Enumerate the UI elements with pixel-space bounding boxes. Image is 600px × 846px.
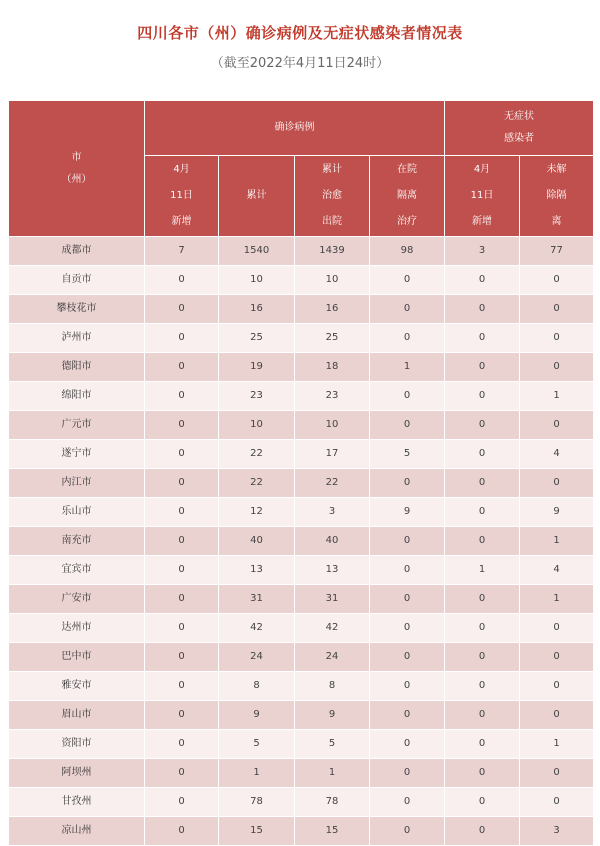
city-cell: 内江市 <box>9 469 145 498</box>
new-cases-cell: 0 <box>145 411 219 440</box>
cured-cell: 18 <box>295 353 370 382</box>
table-row <box>9 295 594 324</box>
cured-cell: 13 <box>295 556 370 585</box>
new-cases-cell: 0 <box>145 759 219 788</box>
total-cell: 1540 <box>219 237 295 266</box>
header-asym-open-3: 离 <box>551 216 562 227</box>
new-cases-cell: 0 <box>145 527 219 556</box>
new-cases-cell: 0 <box>145 440 219 469</box>
case-table <box>8 100 594 846</box>
header-new-2: 11日 <box>170 190 193 201</box>
city-cell: 资阳市 <box>9 730 145 759</box>
cured-cell: 16 <box>295 295 370 324</box>
hospitalized-cell: 0 <box>370 295 445 324</box>
asym-new-cell: 0 <box>445 759 520 788</box>
table-row <box>9 440 594 469</box>
hospitalized-cell: 0 <box>370 817 445 846</box>
header-cured-2: 治愈 <box>322 190 342 201</box>
table-row <box>9 498 594 527</box>
header-asym-line2: 感染者 <box>504 133 534 144</box>
cured-cell: 24 <box>295 643 370 672</box>
new-cases-cell: 0 <box>145 469 219 498</box>
city-cell: 绵阳市 <box>9 382 145 411</box>
city-cell: 遂宁市 <box>9 440 145 469</box>
table-row <box>9 759 594 788</box>
total-cell: 16 <box>219 295 295 324</box>
header-asym-line1: 无症状 <box>504 111 534 122</box>
asym-new-cell: 3 <box>445 237 520 266</box>
asym-new-cell: 0 <box>445 701 520 730</box>
city-cell: 广元市 <box>9 411 145 440</box>
asym-open-cell: 4 <box>520 440 594 469</box>
asym-open-cell: 1 <box>520 585 594 614</box>
asym-open-cell: 3 <box>520 817 594 846</box>
asym-open-cell: 1 <box>520 382 594 411</box>
new-cases-cell: 0 <box>145 266 219 295</box>
header-asym-new-2: 11日 <box>470 190 494 201</box>
total-cell: 10 <box>219 266 295 295</box>
total-cell: 10 <box>219 411 295 440</box>
new-cases-cell: 0 <box>145 643 219 672</box>
table-body <box>9 237 594 846</box>
table-row <box>9 556 594 585</box>
cured-cell: 5 <box>295 730 370 759</box>
total-cell: 22 <box>219 440 295 469</box>
asym-new-cell: 0 <box>445 295 520 324</box>
new-cases-cell: 0 <box>145 672 219 701</box>
city-cell: 眉山市 <box>9 701 145 730</box>
total-cell: 23 <box>219 382 295 411</box>
asym-open-cell: 0 <box>520 788 594 817</box>
cured-cell: 10 <box>295 266 370 295</box>
hospitalized-cell: 5 <box>370 440 445 469</box>
cured-cell: 10 <box>295 411 370 440</box>
header-cured-3: 出院 <box>322 216 342 227</box>
header-hosp-1: 在院 <box>397 164 417 175</box>
cured-cell: 17 <box>295 440 370 469</box>
new-cases-cell: 0 <box>145 614 219 643</box>
asym-open-cell: 1 <box>520 730 594 759</box>
asym-new-cell: 0 <box>445 411 520 440</box>
hospitalized-cell: 0 <box>370 469 445 498</box>
table-header <box>9 101 594 237</box>
header-asym-new <box>445 156 520 237</box>
table-row <box>9 643 594 672</box>
new-cases-cell: 0 <box>145 817 219 846</box>
header-city-line2: （州） <box>61 173 92 185</box>
header-new <box>145 156 219 237</box>
table-row <box>9 469 594 498</box>
total-cell: 40 <box>219 527 295 556</box>
table-row <box>9 324 594 353</box>
cured-cell: 15 <box>295 817 370 846</box>
total-cell: 78 <box>219 788 295 817</box>
city-cell: 达州市 <box>9 614 145 643</box>
hospitalized-cell: 0 <box>370 701 445 730</box>
table-row <box>9 353 594 382</box>
hospitalized-cell: 0 <box>370 759 445 788</box>
cured-cell: 25 <box>295 324 370 353</box>
cured-cell: 42 <box>295 614 370 643</box>
total-cell: 15 <box>219 817 295 846</box>
cured-cell: 40 <box>295 527 370 556</box>
header-asymptomatic <box>445 101 594 156</box>
asym-new-cell: 0 <box>445 382 520 411</box>
asym-new-cell: 0 <box>445 614 520 643</box>
asym-open-cell: 0 <box>520 643 594 672</box>
city-cell: 甘孜州 <box>9 788 145 817</box>
asym-open-cell: 0 <box>520 353 594 382</box>
header-asym-open-1: 未解 <box>546 164 567 175</box>
table-row <box>9 266 594 295</box>
asym-new-cell: 0 <box>445 585 520 614</box>
city-cell: 巴中市 <box>9 643 145 672</box>
new-cases-cell: 0 <box>145 498 219 527</box>
total-cell: 5 <box>219 730 295 759</box>
header-city-line1: 市 <box>71 151 82 163</box>
hospitalized-cell: 0 <box>370 643 445 672</box>
hospitalized-cell: 0 <box>370 527 445 556</box>
total-cell: 9 <box>219 701 295 730</box>
total-cell: 22 <box>219 469 295 498</box>
total-cell: 24 <box>219 643 295 672</box>
hospitalized-cell: 0 <box>370 324 445 353</box>
table-row <box>9 788 594 817</box>
asym-new-cell: 0 <box>445 498 520 527</box>
cured-cell: 1 <box>295 759 370 788</box>
hospitalized-cell: 0 <box>370 266 445 295</box>
hospitalized-cell: 0 <box>370 614 445 643</box>
page-title: 四川各市（州）确诊病例及无症状感染者情况表 <box>137 24 463 42</box>
page-subtitle: （截至2022年4月11日24时） <box>210 56 390 71</box>
total-cell: 13 <box>219 556 295 585</box>
new-cases-cell: 0 <box>145 324 219 353</box>
cured-cell: 8 <box>295 672 370 701</box>
asym-new-cell: 0 <box>445 730 520 759</box>
table-row <box>9 672 594 701</box>
header-total: 累计 <box>219 156 295 237</box>
cured-cell: 22 <box>295 469 370 498</box>
asym-open-cell: 1 <box>520 527 594 556</box>
total-cell: 42 <box>219 614 295 643</box>
asym-open-cell: 0 <box>520 701 594 730</box>
hospitalized-cell: 0 <box>370 556 445 585</box>
hospitalized-cell: 1 <box>370 353 445 382</box>
header-asym-new-1: 4月 <box>473 164 491 175</box>
city-cell: 雅安市 <box>9 672 145 701</box>
total-cell: 31 <box>219 585 295 614</box>
asym-open-cell: 4 <box>520 556 594 585</box>
asym-open-cell: 77 <box>520 237 594 266</box>
new-cases-cell: 7 <box>145 237 219 266</box>
hospitalized-cell: 0 <box>370 411 445 440</box>
hospitalized-cell: 0 <box>370 672 445 701</box>
city-cell: 成都市 <box>9 237 145 266</box>
asym-new-cell: 0 <box>445 440 520 469</box>
new-cases-cell: 0 <box>145 295 219 324</box>
asym-new-cell: 0 <box>445 527 520 556</box>
table-row <box>9 817 594 846</box>
asym-new-cell: 0 <box>445 817 520 846</box>
asym-open-cell: 0 <box>520 266 594 295</box>
asym-new-cell: 0 <box>445 643 520 672</box>
asym-open-cell: 0 <box>520 411 594 440</box>
new-cases-cell: 0 <box>145 382 219 411</box>
cured-cell: 1439 <box>295 237 370 266</box>
asym-new-cell: 0 <box>445 324 520 353</box>
asym-open-cell: 0 <box>520 324 594 353</box>
cured-cell: 23 <box>295 382 370 411</box>
header-confirmed: 确诊病例 <box>145 101 445 156</box>
city-cell: 乐山市 <box>9 498 145 527</box>
city-cell: 德阳市 <box>9 353 145 382</box>
city-cell: 宜宾市 <box>9 556 145 585</box>
total-cell: 8 <box>219 672 295 701</box>
table-row <box>9 237 594 266</box>
header-hosp-3: 治疗 <box>397 216 417 227</box>
new-cases-cell: 0 <box>145 556 219 585</box>
header-asym-open-2: 除隔 <box>546 190 567 201</box>
cured-cell: 31 <box>295 585 370 614</box>
hospitalized-cell: 98 <box>370 237 445 266</box>
cured-cell: 3 <box>295 498 370 527</box>
total-cell: 19 <box>219 353 295 382</box>
hospitalized-cell: 9 <box>370 498 445 527</box>
asym-new-cell: 0 <box>445 353 520 382</box>
hospitalized-cell: 0 <box>370 788 445 817</box>
new-cases-cell: 0 <box>145 353 219 382</box>
header-asym-open <box>520 156 594 237</box>
asym-open-cell: 0 <box>520 759 594 788</box>
city-cell: 广安市 <box>9 585 145 614</box>
header-new-1: 4月 <box>173 164 190 175</box>
cured-cell: 9 <box>295 701 370 730</box>
new-cases-cell: 0 <box>145 585 219 614</box>
hospitalized-cell: 0 <box>370 730 445 759</box>
asym-new-cell: 1 <box>445 556 520 585</box>
total-cell: 25 <box>219 324 295 353</box>
asym-new-cell: 0 <box>445 788 520 817</box>
asym-new-cell: 0 <box>445 672 520 701</box>
asym-open-cell: 0 <box>520 672 594 701</box>
city-cell: 自贡市 <box>9 266 145 295</box>
table-row <box>9 382 594 411</box>
new-cases-cell: 0 <box>145 788 219 817</box>
table-row <box>9 614 594 643</box>
header-asym-new-3: 新增 <box>472 216 492 227</box>
cured-cell: 78 <box>295 788 370 817</box>
header-cured-1: 累计 <box>322 164 342 175</box>
city-cell: 攀枝花市 <box>9 295 145 324</box>
header-cured <box>295 156 370 237</box>
table-row <box>9 701 594 730</box>
hospitalized-cell: 0 <box>370 585 445 614</box>
new-cases-cell: 0 <box>145 730 219 759</box>
city-cell: 泸州市 <box>9 324 145 353</box>
header-hosp-2: 隔离 <box>397 190 417 201</box>
header-hospital <box>370 156 445 237</box>
total-cell: 12 <box>219 498 295 527</box>
new-cases-cell: 0 <box>145 701 219 730</box>
hospitalized-cell: 0 <box>370 382 445 411</box>
asym-new-cell: 0 <box>445 266 520 295</box>
city-cell: 南充市 <box>9 527 145 556</box>
asym-open-cell: 0 <box>520 469 594 498</box>
asym-new-cell: 0 <box>445 469 520 498</box>
asym-open-cell: 0 <box>520 614 594 643</box>
header-new-3: 新增 <box>171 216 192 227</box>
table-row <box>9 585 594 614</box>
total-cell: 1 <box>219 759 295 788</box>
header-city <box>9 101 145 237</box>
asym-open-cell: 9 <box>520 498 594 527</box>
asym-open-cell: 0 <box>520 295 594 324</box>
table-row <box>9 730 594 759</box>
city-cell: 凉山州 <box>9 817 145 846</box>
city-cell: 阿坝州 <box>9 759 145 788</box>
table-row <box>9 411 594 440</box>
table-row <box>9 527 594 556</box>
